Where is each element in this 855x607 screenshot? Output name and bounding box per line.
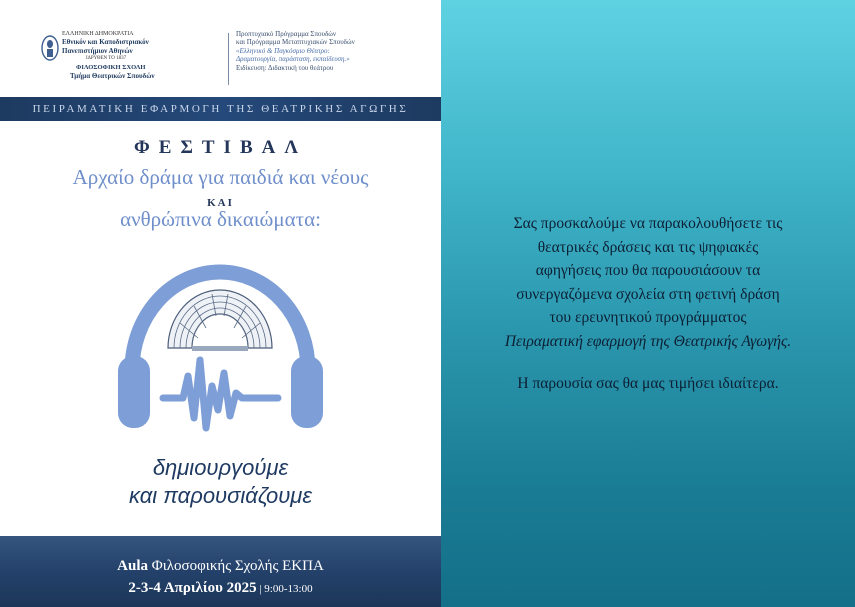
slogan-line-1: δημιουργούμε xyxy=(152,455,289,480)
program-header xyxy=(236,30,436,72)
festival-subtitle-2: ανθρώπινα δικαιώματα: xyxy=(120,207,321,231)
program-line4: Δραματουργία, παράσταση, εκπαίδευση.» xyxy=(236,55,350,64)
university-header xyxy=(62,30,212,80)
headphones-theater-icon xyxy=(108,248,333,438)
university-name-line1: Εθνικόν και Καποδιστριακόν xyxy=(62,38,149,47)
university-logo-icon xyxy=(41,34,59,62)
slogan-line-2: και παρουσιάζουμε xyxy=(128,483,313,508)
festival-slogan xyxy=(0,454,441,510)
invitation-line-1: Σας προσκαλούμε να παρακολουθήσετε τις xyxy=(513,215,783,232)
festival-conjunction: ΚΑΙ xyxy=(207,197,234,209)
festival-subtitle-1: Αρχαίο δράμα για παιδιά και νέους xyxy=(72,165,369,189)
header-divider xyxy=(228,33,229,85)
festival-title: ΦΕΣΤΙΒΑΛ xyxy=(134,137,307,158)
department-label: Τμήμα Θεατρικών Σπουδών xyxy=(70,72,155,81)
venue-text xyxy=(0,558,441,575)
invitation-line-2: θεατρικές δράσεις και τις ψηφιακές xyxy=(537,238,759,256)
invitation-line-3: αφηγήσεις που θα παρουσιάσουν τα xyxy=(535,262,761,279)
venue-bold: Aula xyxy=(117,558,149,574)
invitation-line-5: του ερευνητικού προγράμματος xyxy=(549,309,747,326)
project-band: ΠΕΙΡΑΜΑΤΙΚΗ ΕΦΑΡΜΟΓΗ ΤΗΣ ΘΕΑΤΡΙΚΗΣ ΑΓΩΓΗΣ xyxy=(0,97,441,121)
program-name-italic: Πειραματική εφαρμογή της Θεατρικής Αγωγής. xyxy=(504,333,792,350)
program-line3: «Ελληνικό & Παγκόσμιο Θέατρο: xyxy=(236,46,330,55)
program-line2: και Πρόγραμμα Μεταπτυχιακών Σπουδών xyxy=(236,38,355,47)
school-label: ΦΙΛΟΣΟΦΙΚΗ ΣΧΟΛΗ xyxy=(76,63,146,71)
honor-line: Η παρουσία σας θα μας τιμήσει ιδιαίτερα. xyxy=(517,375,779,392)
invitation-line-4: συνεργαζόμενα σχολεία στη φετινή δράση xyxy=(516,285,780,303)
founded-label: ΙΔΡΥΘΕΝ ΤΟ 1837 xyxy=(86,56,127,62)
venue-rest: Φιλοσοφικής Σχολής ΕΚΠΑ xyxy=(148,558,324,574)
event-dates xyxy=(0,580,441,597)
time-text: | 9:00-13:00 xyxy=(256,583,313,595)
program-line1: Προπτυχιακό Πρόγραμμα Σπουδών xyxy=(236,30,337,38)
university-name-line2: Πανεπιστήμιον Αθηνών xyxy=(62,46,133,55)
country-label: ΕΛΛΗΝΙΚΗ ΔΗΜΟΚΡΑΤΙΑ xyxy=(62,31,134,37)
dates-text: 2-3-4 Απριλίου 2025 xyxy=(128,580,257,596)
program-line5: Ειδίκευση: Διδακτική του θεάτρου xyxy=(236,63,334,72)
invitation-text xyxy=(455,212,841,330)
